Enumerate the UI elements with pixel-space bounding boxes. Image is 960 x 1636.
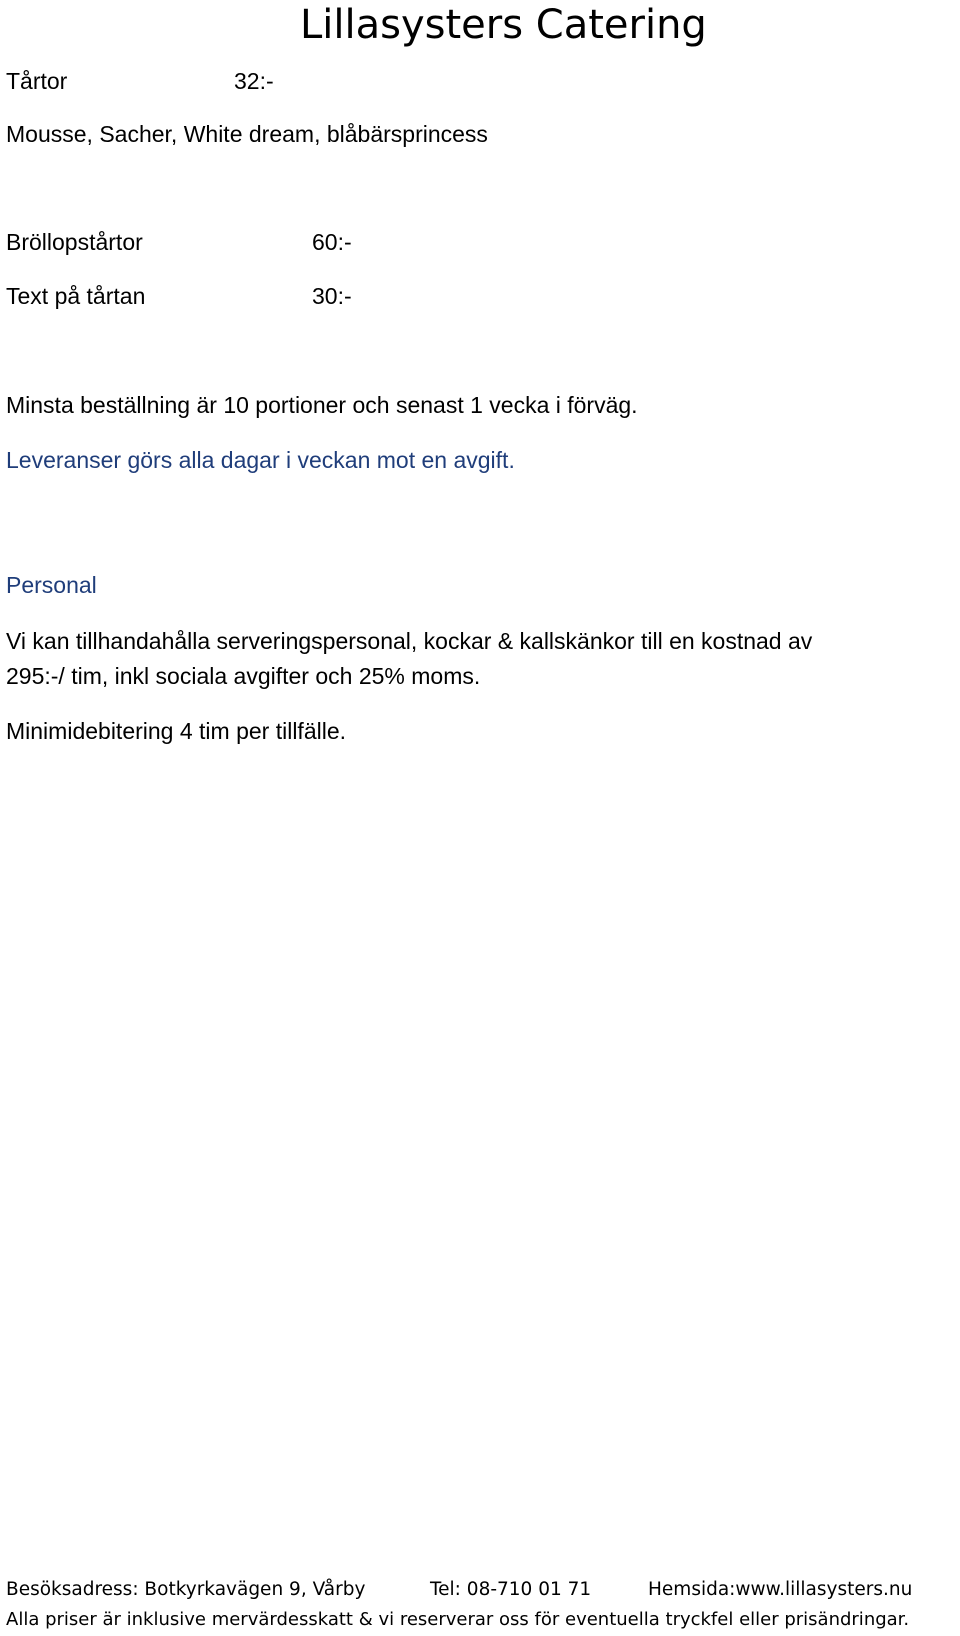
- cake-varieties: Mousse, Sacher, White dream, blåbärsprincess: [6, 121, 488, 147]
- footer-address: Besöksadress: Botkyrkavägen 9, Vårby: [6, 1579, 366, 1600]
- footer-phone: Tel: 08-710 01 71: [430, 1579, 592, 1600]
- delivery-text: Leveranser görs alla dagar i veckan mot en avgift.: [6, 447, 515, 473]
- personal-heading: Personal: [6, 572, 97, 598]
- page-title: Lillasysters Catering: [300, 2, 707, 48]
- text-label: Text på tårtan: [6, 283, 146, 309]
- footer-disclaimer: Alla priser är inklusive mervärdesskatt & vi reserverar oss för eventuella tryckfel eller prisändringar.: [6, 1609, 910, 1630]
- brollop-label: Bröllopstårtor: [6, 229, 143, 255]
- personal-text-line2: 295:-/ tim, inkl sociala avgifter och 25% moms.: [6, 663, 481, 689]
- brollop-price: 60:-: [312, 229, 352, 255]
- personal-text-line1: Vi kan tillhandahålla serveringspersonal, kockar & kallskänkor till en kostnad av: [6, 628, 813, 654]
- minimum-charge-text: Minimidebitering 4 tim per tillfälle.: [6, 718, 347, 744]
- tartor-label: Tårtor: [6, 68, 68, 94]
- tartor-price: 32:-: [234, 68, 274, 94]
- minimum-order-text: Minsta beställning är 10 portioner och senast 1 vecka i förväg.: [6, 392, 638, 418]
- footer-website: Hemsida:www.lillasysters.nu: [648, 1579, 913, 1600]
- text-price: 30:-: [312, 283, 352, 309]
